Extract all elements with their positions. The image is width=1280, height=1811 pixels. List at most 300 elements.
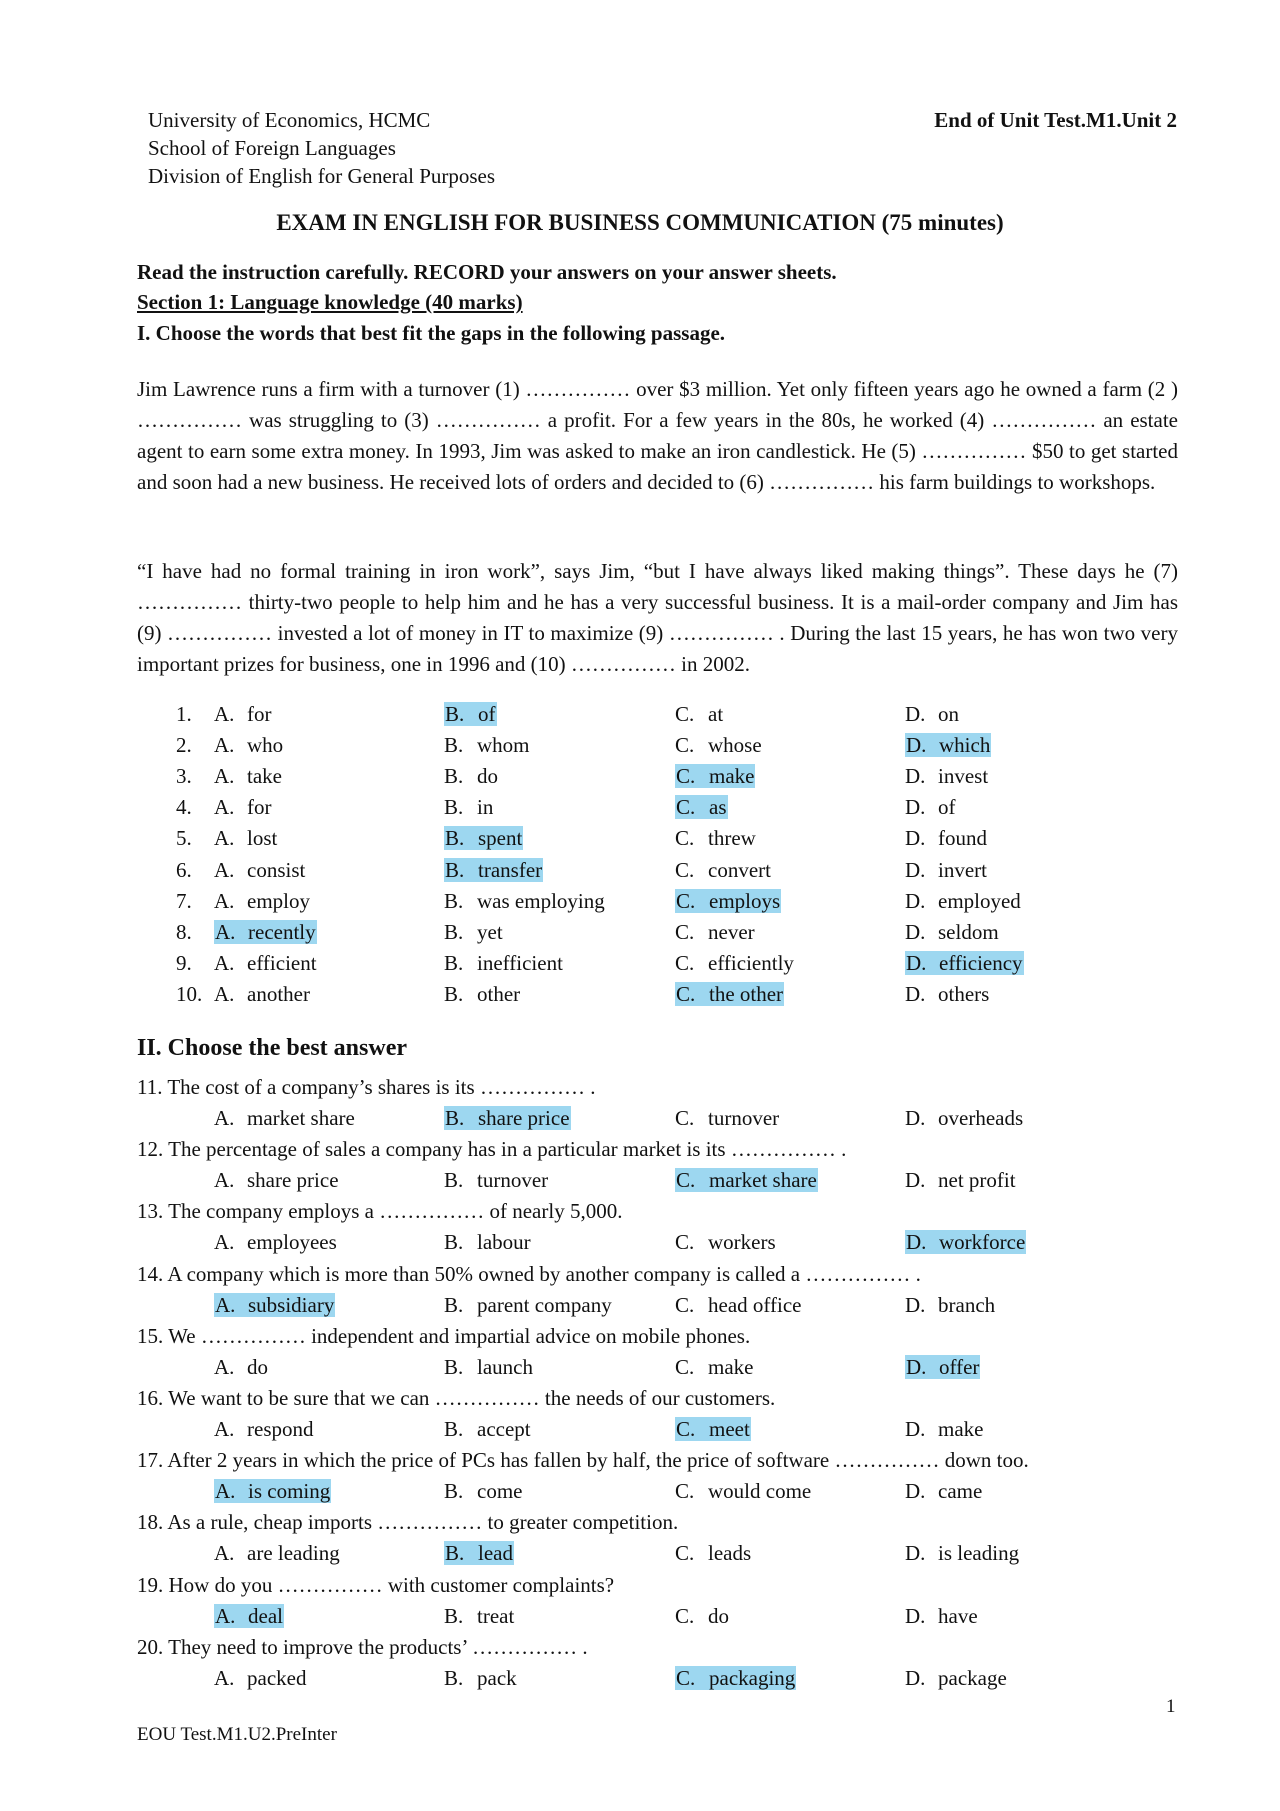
option-c[interactable] (675, 855, 771, 886)
option-b[interactable] (444, 1538, 514, 1569)
option-text (905, 702, 959, 726)
option-letter: A. (215, 1479, 236, 1504)
option-c[interactable] (675, 1103, 779, 1134)
option-letter: C. (676, 764, 696, 789)
option-a[interactable] (214, 1290, 335, 1321)
option-letter: A. (214, 795, 235, 820)
option-label: is coming (248, 1479, 331, 1504)
option-d[interactable] (905, 855, 987, 886)
option-letter: B. (445, 857, 465, 882)
option-letter: A. (214, 1168, 235, 1193)
option-label: invert (938, 857, 987, 882)
option-b[interactable] (444, 1165, 548, 1196)
option-letter: A. (214, 1230, 235, 1255)
part1-q2-options-row (0, 730, 1280, 761)
option-letter: B. (445, 1541, 465, 1566)
option-text (675, 1106, 779, 1130)
option-label: deal (248, 1603, 283, 1628)
question-stem: 15. We …………… independent and impartial advice on mobile phones. (137, 1323, 751, 1348)
option-text (444, 951, 563, 975)
option-c[interactable] (675, 886, 781, 917)
option-letter: D. (906, 733, 927, 758)
option-text (444, 1666, 517, 1690)
option-a[interactable] (214, 699, 272, 730)
question-number: 8. (176, 919, 192, 944)
option-d[interactable] (905, 823, 987, 854)
option-b[interactable] (444, 699, 497, 730)
option-b[interactable] (444, 1290, 612, 1321)
option-label: would come (708, 1479, 812, 1504)
option-text (444, 733, 530, 757)
option-text (675, 826, 756, 850)
option-label: transfer (478, 857, 543, 882)
part2-q17-options-row (0, 1476, 1280, 1507)
option-a[interactable] (214, 1165, 339, 1196)
option-letter: C. (675, 733, 695, 758)
option-d[interactable] (905, 792, 956, 823)
option-label: efficiency (939, 950, 1023, 975)
option-c[interactable] (675, 1227, 776, 1258)
option-label: come (477, 1479, 523, 1504)
option-text (905, 1168, 1016, 1192)
option-a[interactable] (214, 886, 310, 917)
option-a[interactable] (214, 730, 283, 761)
option-text (214, 1106, 355, 1130)
division-name: Division of English for General Purposes (148, 164, 496, 188)
option-letter: C. (676, 1665, 696, 1690)
university-name: University of Economics, HCMC (148, 108, 431, 132)
option-text (214, 764, 282, 788)
option-label: threw (708, 826, 756, 851)
option-d[interactable] (905, 1165, 1016, 1196)
option-text (214, 889, 310, 913)
option-b[interactable] (444, 1414, 531, 1445)
option-c[interactable] (675, 730, 762, 761)
option-label: branch (938, 1292, 996, 1317)
highlighted-answer (905, 1355, 980, 1379)
option-letter: D. (905, 981, 926, 1006)
option-d[interactable] (905, 979, 989, 1010)
part2-q15-options-row (0, 1352, 1280, 1383)
option-text (214, 1666, 306, 1690)
option-letter: C. (676, 795, 696, 820)
option-d[interactable] (905, 886, 1021, 917)
option-text (214, 795, 272, 819)
option-text (675, 1604, 729, 1628)
option-letter: B. (445, 1106, 465, 1130)
option-label: employs (709, 888, 781, 913)
option-letter: A. (214, 950, 235, 975)
exam-title: EXAM IN ENGLISH FOR BUSINESS COMMUNICATION (75 minutes) (276, 210, 1004, 235)
option-text (905, 1106, 1023, 1130)
option-letter: C. (675, 919, 695, 944)
question-stem: 16. We want to be sure that we can …………… the needs of our customers. (137, 1386, 776, 1410)
part1-q1-options-row (0, 699, 1280, 730)
option-b[interactable] (444, 1663, 517, 1694)
option-b[interactable] (444, 730, 530, 761)
option-b[interactable] (444, 823, 523, 854)
option-letter: C. (675, 857, 695, 882)
option-label: employed (938, 888, 1021, 913)
option-label: take (247, 764, 282, 789)
option-a[interactable] (214, 1476, 331, 1507)
option-letter: A. (214, 826, 235, 851)
option-label: turnover (477, 1168, 549, 1193)
option-letter: C. (675, 1479, 695, 1504)
option-text (905, 1666, 1007, 1690)
highlighted-answer (675, 795, 728, 819)
option-letter: C. (676, 888, 696, 913)
option-letter: A. (214, 1541, 235, 1566)
option-letter: A. (214, 1665, 235, 1690)
option-letter: A. (215, 919, 236, 944)
option-a[interactable] (214, 917, 317, 948)
option-label: never (708, 919, 755, 944)
option-text (675, 1479, 811, 1503)
option-d[interactable] (905, 1414, 983, 1445)
option-letter: D. (905, 857, 926, 882)
option-b[interactable] (444, 792, 493, 823)
option-c[interactable] (675, 1290, 801, 1321)
highlighted-answer (444, 858, 543, 882)
highlighted-answer (675, 1417, 751, 1441)
option-letter: B. (444, 950, 464, 975)
option-a[interactable] (214, 1601, 284, 1632)
option-label: launch (477, 1354, 533, 1379)
option-text (444, 764, 498, 788)
option-c[interactable] (675, 1538, 751, 1569)
highlighted-answer (675, 889, 781, 913)
option-label: others (938, 981, 990, 1006)
highlighted-answer (675, 1666, 796, 1690)
option-a[interactable] (214, 1414, 314, 1445)
option-a[interactable] (214, 948, 317, 979)
option-c[interactable] (675, 1165, 818, 1196)
option-label: subsidiary (248, 1292, 335, 1317)
option-label: employees (247, 1230, 337, 1255)
option-label: whom (477, 733, 530, 758)
highlighted-answer (444, 1106, 571, 1130)
option-label: make (708, 1354, 754, 1379)
option-letter: D. (905, 1106, 926, 1130)
part2-q16-options-row (0, 1414, 1280, 1445)
option-letter: C. (675, 950, 695, 975)
question-stem: 19. How do you …………… with customer complaints? (137, 1572, 615, 1597)
option-letter: A. (215, 1603, 236, 1628)
option-label: seldom (938, 919, 999, 944)
option-letter: D. (905, 1292, 926, 1317)
option-letter: D. (906, 1354, 927, 1379)
part2-q14-options-row (0, 1290, 1280, 1321)
option-c[interactable] (675, 823, 756, 854)
question-stem: 20. They need to improve the products’ …………… . (137, 1634, 588, 1659)
question-number: 9. (176, 950, 192, 975)
option-a[interactable] (214, 1352, 268, 1383)
option-label: do (708, 1603, 729, 1628)
option-d[interactable] (905, 1290, 995, 1321)
option-d[interactable] (905, 1227, 1026, 1258)
option-label: for (247, 702, 272, 726)
part1-q10-options-row (0, 979, 1280, 1010)
option-letter: B. (444, 1479, 464, 1504)
option-text (444, 889, 605, 913)
option-letter: B. (444, 1665, 464, 1690)
part2-q12-options-row (0, 1165, 1280, 1196)
option-label: respond (247, 1417, 314, 1441)
option-b[interactable] (444, 948, 563, 979)
highlighted-answer (214, 1293, 335, 1317)
option-c[interactable] (675, 979, 784, 1010)
option-label: workforce (939, 1230, 1026, 1255)
highlighted-answer (905, 1230, 1026, 1254)
option-d[interactable] (905, 699, 959, 730)
option-c[interactable] (675, 948, 794, 979)
part1-q7-options-row (0, 886, 1280, 917)
option-text (675, 1541, 751, 1565)
option-letter: A. (214, 857, 235, 882)
part-2-heading: II. Choose the best answer (137, 1035, 407, 1061)
option-d[interactable] (905, 1601, 978, 1632)
option-text (905, 1541, 1019, 1565)
option-d[interactable] (905, 1476, 982, 1507)
option-label: parent company (477, 1292, 612, 1317)
option-d[interactable] (905, 1538, 1019, 1569)
option-text (675, 733, 762, 757)
question-number: 10. (176, 981, 203, 1006)
option-letter: B. (444, 1292, 464, 1317)
part1-q5-options-row (0, 823, 1280, 854)
option-letter: A. (214, 733, 235, 758)
option-label: make (709, 764, 755, 789)
option-b[interactable] (444, 1352, 533, 1383)
option-text (214, 982, 310, 1006)
option-label: market share (247, 1106, 355, 1130)
option-d[interactable] (905, 1663, 1007, 1694)
option-label: on (938, 702, 959, 726)
option-label: came (938, 1479, 983, 1504)
option-letter: C. (675, 1354, 695, 1379)
option-text (905, 920, 999, 944)
highlighted-answer (214, 1604, 284, 1628)
option-letter: A. (215, 1292, 236, 1317)
passage-paragraph-2: “I have had no formal training in iron work”, says Jim, “but I have always liked making things”. These days he (7) …………… thirty-two people to help him and he has a very successful business. It is a mail-order company and Jim has (9) …………… invested a lot of money in IT to maximize (9) …………… . During the last 15 years, he has won two very important prizes for business, one in 1996 and (10) …………… in 2002. (137, 559, 1178, 676)
option-letter: C. (675, 1603, 695, 1628)
option-c[interactable] (675, 1601, 729, 1632)
option-text (444, 1230, 531, 1254)
question-number: 5. (176, 826, 192, 851)
part2-q18-options-row (0, 1538, 1280, 1569)
instruction-line: Read the instruction carefully. RECORD your answers on your answer sheets. (137, 260, 837, 284)
highlighted-answer (675, 1168, 818, 1192)
option-label: whose (708, 733, 762, 758)
option-d[interactable] (905, 1352, 980, 1383)
part2-q13-options-row (0, 1227, 1280, 1258)
option-b[interactable] (444, 886, 605, 917)
part1-q8-options-row (0, 917, 1280, 948)
option-text (905, 982, 989, 1006)
option-label: head office (708, 1292, 802, 1317)
option-label: package (938, 1665, 1007, 1690)
option-letter: B. (444, 1417, 464, 1441)
question-number: 1. (176, 702, 192, 726)
option-a[interactable] (214, 1103, 355, 1134)
part2-q20-options-row (0, 1663, 1280, 1694)
option-c[interactable] (675, 761, 755, 792)
option-b[interactable] (444, 1103, 571, 1134)
option-text (214, 1417, 314, 1441)
option-label: yet (477, 919, 503, 944)
option-letter: B. (444, 795, 464, 820)
option-b[interactable] (444, 855, 543, 886)
option-label: lost (247, 826, 278, 851)
option-a[interactable] (214, 855, 305, 886)
part2-q19-options-row (0, 1601, 1280, 1632)
option-label: turnover (708, 1106, 780, 1130)
option-a[interactable] (214, 1538, 340, 1569)
option-text (214, 951, 317, 975)
option-label: share price (478, 1106, 570, 1130)
option-label: convert (708, 857, 771, 882)
option-b[interactable] (444, 917, 503, 948)
option-c[interactable] (675, 1414, 751, 1445)
option-letter: B. (445, 702, 465, 726)
option-text (905, 795, 956, 819)
option-label: as (709, 795, 727, 820)
section-1-heading: Section 1: Language knowledge (40 marks) (137, 290, 523, 314)
option-text (214, 826, 277, 850)
option-label: make (938, 1417, 984, 1441)
option-letter: A. (214, 1106, 235, 1130)
option-c[interactable] (675, 699, 723, 730)
option-text (444, 1417, 531, 1441)
option-label: of (938, 795, 956, 820)
question-number: 7. (176, 888, 192, 913)
option-c[interactable] (675, 792, 728, 823)
option-label: share price (247, 1168, 339, 1193)
option-a[interactable] (214, 761, 282, 792)
option-text (905, 1417, 983, 1441)
option-c[interactable] (675, 1663, 796, 1694)
option-b[interactable] (444, 1476, 522, 1507)
option-letter: D. (905, 1479, 926, 1504)
option-label: packed (247, 1665, 307, 1690)
option-c[interactable] (675, 917, 755, 948)
option-label: is leading (938, 1541, 1020, 1566)
option-label: pack (477, 1665, 517, 1690)
option-text (675, 1355, 753, 1379)
option-label: are leading (247, 1541, 340, 1566)
option-text (214, 1541, 340, 1565)
option-label: in (477, 795, 494, 820)
option-text (905, 889, 1021, 913)
option-label: another (247, 981, 310, 1006)
option-a[interactable] (214, 1663, 306, 1694)
option-letter: D. (905, 764, 926, 789)
option-letter: C. (676, 1417, 696, 1441)
option-text (444, 1293, 612, 1317)
option-b[interactable] (444, 761, 498, 792)
option-c[interactable] (675, 1352, 753, 1383)
option-label: recently (248, 919, 316, 944)
option-label: the other (709, 981, 784, 1006)
option-text (214, 858, 305, 882)
option-label: for (247, 795, 272, 820)
question-stem: 12. The percentage of sales a company has in a particular market is its …………… . (137, 1137, 847, 1162)
option-text (675, 951, 794, 975)
option-label: of (478, 702, 496, 726)
option-a[interactable] (214, 1227, 337, 1258)
option-b[interactable] (444, 1227, 531, 1258)
option-text (675, 1293, 801, 1317)
option-d[interactable] (905, 761, 988, 792)
option-letter: B. (444, 1168, 464, 1193)
option-text (905, 1479, 982, 1503)
question-number: 3. (176, 764, 192, 789)
option-text (675, 1230, 776, 1254)
highlighted-answer (444, 1541, 514, 1565)
option-b[interactable] (444, 1601, 514, 1632)
option-label: consist (247, 857, 306, 882)
institution-header (148, 106, 495, 190)
option-d[interactable] (905, 1103, 1023, 1134)
option-letter: D. (905, 1168, 926, 1193)
question-stem: 17. After 2 years in which the price of PCs has fallen by half, the price of software …………… down too. (137, 1448, 1029, 1473)
option-text (444, 1355, 533, 1379)
option-label: workers (708, 1230, 776, 1255)
option-label: leads (708, 1541, 752, 1566)
option-d[interactable] (905, 917, 999, 948)
option-label: do (247, 1354, 268, 1379)
option-text (444, 920, 503, 944)
option-label: net profit (938, 1168, 1016, 1193)
option-d[interactable] (905, 948, 1024, 979)
option-letter: D. (905, 1603, 926, 1628)
option-d[interactable] (905, 730, 991, 761)
option-text (444, 1604, 514, 1628)
option-text (905, 858, 987, 882)
option-text (444, 1479, 522, 1503)
option-letter: B. (444, 1230, 464, 1255)
option-label: was employing (477, 888, 605, 913)
option-label: market share (709, 1168, 817, 1193)
highlighted-answer (214, 920, 317, 944)
option-text (675, 702, 723, 726)
option-letter: A. (214, 764, 235, 789)
option-b[interactable] (444, 979, 520, 1010)
option-letter: D. (905, 888, 926, 913)
option-a[interactable] (214, 792, 272, 823)
option-letter: C. (675, 1106, 695, 1130)
option-label: efficiently (708, 950, 794, 975)
option-label: inefficient (477, 950, 563, 975)
option-letter: D. (906, 950, 927, 975)
highlighted-answer (444, 702, 497, 726)
option-c[interactable] (675, 1476, 811, 1507)
highlighted-answer (675, 764, 755, 788)
passage-paragraph-1: Jim Lawrence runs a firm with a turnover (1) …………… over $3 million. Yet only fifteen years ago he owned a farm (2 ) …………… was struggling to (3) …………… a profit. For a few years in the 80s, he worked (4) …………… an estate agent to earn some extra money. In 1993, Jim was asked to make an iron candlestick. He (5) …………… $50 to get started and soon had a new business. He received lots of orders and decided to (6) …………… his farm buildings to workshops. (137, 377, 1178, 494)
option-letter: A. (214, 702, 235, 726)
option-letter: B. (444, 764, 464, 789)
option-a[interactable] (214, 823, 277, 854)
option-text (905, 764, 988, 788)
option-text (905, 826, 987, 850)
option-letter: D. (905, 702, 926, 726)
option-label: invest (938, 764, 989, 789)
option-letter: A. (214, 888, 235, 913)
option-a[interactable] (214, 979, 310, 1010)
option-text (214, 1168, 339, 1192)
option-text (214, 1355, 268, 1379)
